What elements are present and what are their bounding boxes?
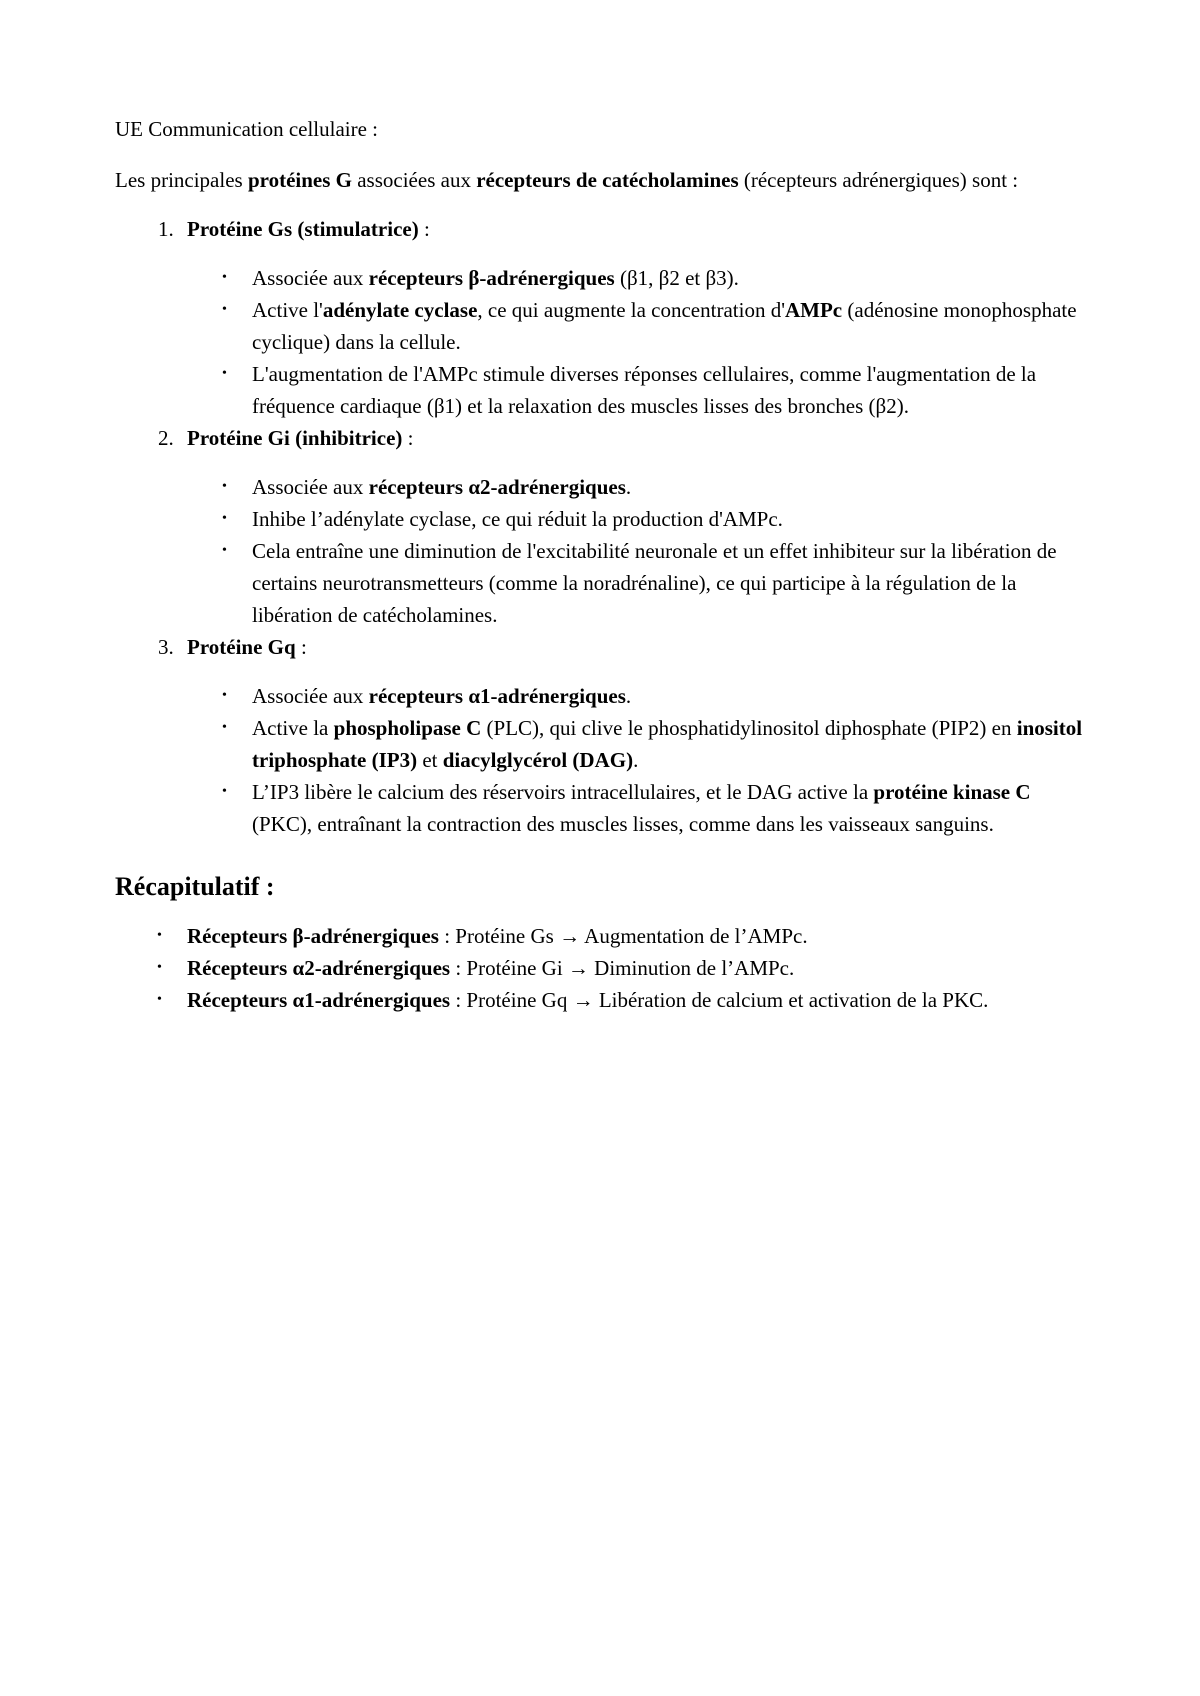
- bullet-text: , ce qui augmente la concentration d': [477, 298, 785, 322]
- bullet-icon: •: [157, 960, 162, 975]
- bullet-icon: •: [222, 511, 227, 526]
- bullet-bold: récepteurs β-adrénergiques: [368, 266, 615, 290]
- bullet-text: .: [625, 684, 632, 708]
- list-item: [157, 952, 1095, 984]
- bullet-icon: •: [157, 928, 162, 943]
- intro-text-2: associées aux: [351, 168, 477, 192]
- recap-text: : Protéine Gi → Diminution de l’AMPc.: [450, 956, 795, 980]
- section-colon: :: [295, 635, 307, 659]
- section-heading: [187, 422, 1095, 454]
- bullet-icon: •: [222, 688, 227, 703]
- recap-label: Récepteurs α2-adrénergiques: [187, 956, 451, 980]
- bullet-bold: AMPc: [784, 298, 843, 322]
- intro-bold-2: récepteurs de catécholamines: [476, 168, 739, 192]
- section-colon: :: [402, 426, 414, 450]
- list-item: [222, 503, 1095, 535]
- section-number: 2.: [158, 426, 174, 450]
- list-item: [157, 984, 1095, 1016]
- recap-list: [115, 920, 1095, 1016]
- bullet-text: (PKC), entraînant la contraction des muscles lisses, comme dans les vaisseaux sanguins.: [252, 812, 994, 836]
- bullet-text: Inhibe l’adénylate cyclase, ce qui réduit la production d'AMPc.: [252, 507, 783, 531]
- section-gs: [115, 213, 1095, 422]
- bullet-text: L’IP3 libère le calcium des réservoirs intracellulaires, et le DAG active la: [252, 780, 874, 804]
- bullet-text: Active l': [252, 298, 323, 322]
- bullet-text: L'augmentation de l'AMPc stimule diverses réponses cellulaires, comme l'augmentation de la fréquence cardiaque (β1) et la relaxation des muscles lisses des bronches (β2).: [252, 362, 1037, 418]
- section-title: Protéine Gi (inhibitrice): [187, 426, 403, 450]
- recap-label: Récepteurs α1-adrénergiques: [187, 988, 451, 1012]
- bullet-text: (adénosine monophosphate cyclique) dans la cellule.: [252, 298, 1077, 354]
- bullet-text: Active la: [252, 716, 334, 740]
- bullet-text: Cela entraîne une diminution de l'excitabilité neuronale et un effet inhibiteur sur la libération de certains neurotransmetteurs (comme la noradrénaline), ce qui participe à la régulation de la libération de catécholamines.: [252, 539, 1057, 627]
- bullet-bold: inositol triphosphate (IP3): [252, 716, 1083, 772]
- section-gi: [115, 422, 1095, 631]
- bullet-icon: •: [157, 992, 162, 1007]
- bullet-icon: •: [222, 302, 227, 317]
- bullet-bold: adénylate cyclase: [322, 298, 478, 322]
- protein-list: [115, 213, 1095, 840]
- intro-bold-1: protéines G: [247, 168, 352, 192]
- intro-text-3: (récepteurs adrénergiques) sont :: [738, 168, 1019, 192]
- bullet-text: Associée aux: [252, 475, 369, 499]
- list-item: [157, 920, 1095, 952]
- bullet-icon: •: [222, 366, 227, 381]
- section-heading: [187, 631, 1095, 663]
- bullet-text: Associée aux: [252, 684, 369, 708]
- document-content: [115, 113, 1095, 1016]
- section-bullets: [222, 471, 1095, 631]
- section-bullets: [222, 680, 1095, 840]
- recap-label: Récepteurs β-adrénergiques: [187, 924, 439, 948]
- section-number: 3.: [158, 635, 174, 659]
- list-item: [222, 712, 1095, 776]
- bullet-text: .: [625, 475, 632, 499]
- bullet-icon: •: [222, 479, 227, 494]
- bullet-text: et: [417, 748, 443, 772]
- bullet-text: (β1, β2 et β3).: [614, 266, 739, 290]
- list-item: [222, 680, 1095, 712]
- bullet-icon: •: [222, 270, 227, 285]
- bullet-bold: récepteurs α1-adrénergiques: [368, 684, 626, 708]
- intro-paragraph: [115, 164, 1095, 196]
- list-item: [222, 776, 1095, 840]
- list-item: [222, 358, 1095, 422]
- list-item: [222, 471, 1095, 503]
- bullet-text: (PLC), qui clive le phosphatidylinositol diphosphate (PIP2) en: [481, 716, 1017, 740]
- list-item: [222, 294, 1095, 358]
- list-item: [222, 535, 1095, 631]
- section-heading: [187, 213, 1095, 245]
- bullet-icon: •: [222, 543, 227, 558]
- course-title: UE Communication cellulaire :: [115, 117, 379, 141]
- bullet-text: Associée aux: [252, 266, 369, 290]
- list-item: [222, 262, 1095, 294]
- section-bullets: [222, 262, 1095, 422]
- recap-heading: Récapitulatif :: [115, 872, 275, 901]
- bullet-bold: récepteurs α2-adrénergiques: [368, 475, 626, 499]
- section-title: Protéine Gq: [187, 635, 296, 659]
- bullet-icon: •: [222, 720, 227, 735]
- section-title: Protéine Gs (stimulatrice): [187, 217, 419, 241]
- intro-text-1: Les principales: [115, 168, 248, 192]
- bullet-icon: •: [222, 784, 227, 799]
- recap-text: : Protéine Gq → Libération de calcium et activation de la PKC.: [450, 988, 989, 1012]
- bullet-bold: protéine kinase C: [873, 780, 1031, 804]
- section-number: 1.: [158, 217, 174, 241]
- bullet-bold: phospholipase C: [333, 716, 482, 740]
- bullet-text: .: [633, 748, 639, 772]
- section-gq: [115, 631, 1095, 840]
- recap-text: : Protéine Gs → Augmentation de l’AMPc.: [438, 924, 808, 948]
- section-colon: :: [418, 217, 430, 241]
- bullet-bold: diacylglycérol (DAG): [442, 748, 634, 772]
